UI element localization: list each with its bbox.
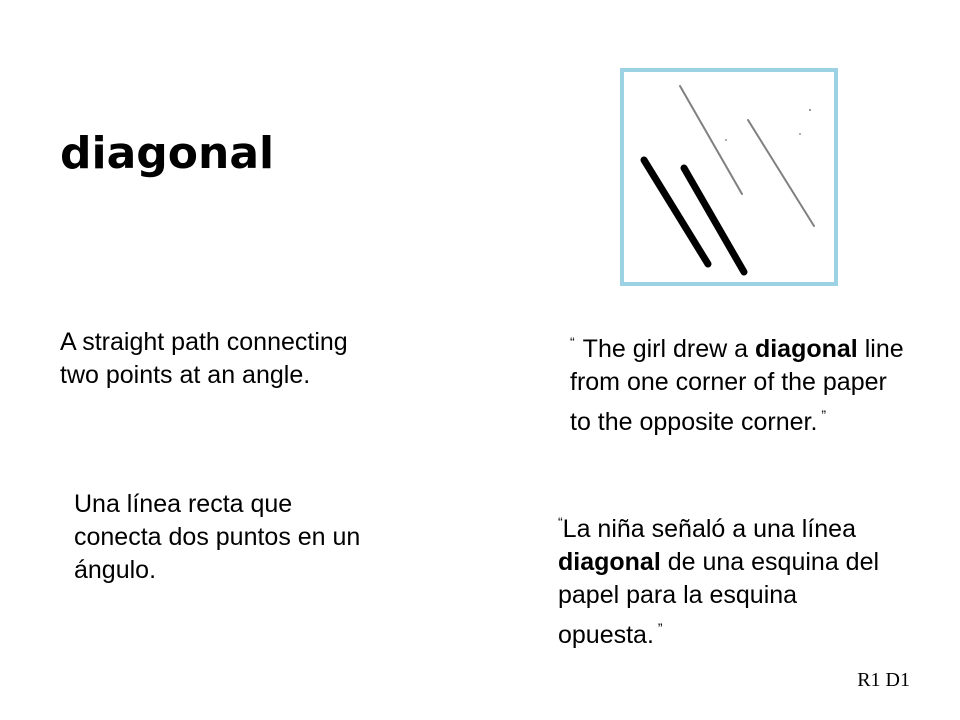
close-quote: ” (657, 620, 663, 636)
close-quote: ” (821, 407, 827, 423)
thick-diagonal-line-1 (644, 160, 708, 264)
speck (809, 109, 811, 111)
example-sentence-english (570, 326, 910, 439)
slide-code: R1 D1 (857, 669, 910, 691)
diagonal-lines-picture (620, 68, 838, 286)
open-quote: “ (558, 514, 563, 530)
definition-spanish: Una línea recta que conecta dos puntos en un ángulo. (74, 490, 361, 584)
speck (725, 139, 727, 141)
example-text-end: de una esquina del papel para la esquina opuesta. (558, 548, 880, 649)
example-text-start: La niña señaló a una línea (562, 515, 856, 543)
speck (799, 133, 801, 135)
thin-diagonal-line-2 (748, 120, 814, 226)
definition-english: A straight path connecting two points at an angle. (60, 328, 348, 389)
example-text-end: line from one corner of the paper to the opposite corner. (570, 335, 904, 436)
example-keyword: diagonal (754, 335, 858, 363)
example-text-start: The girl drew a (582, 335, 755, 363)
diagonal-lines-illustration (624, 72, 834, 282)
example-keyword: diagonal (558, 548, 661, 576)
slide-title: diagonal (60, 128, 275, 179)
open-quote: “ (570, 334, 575, 350)
example-sentence-spanish (558, 506, 898, 652)
